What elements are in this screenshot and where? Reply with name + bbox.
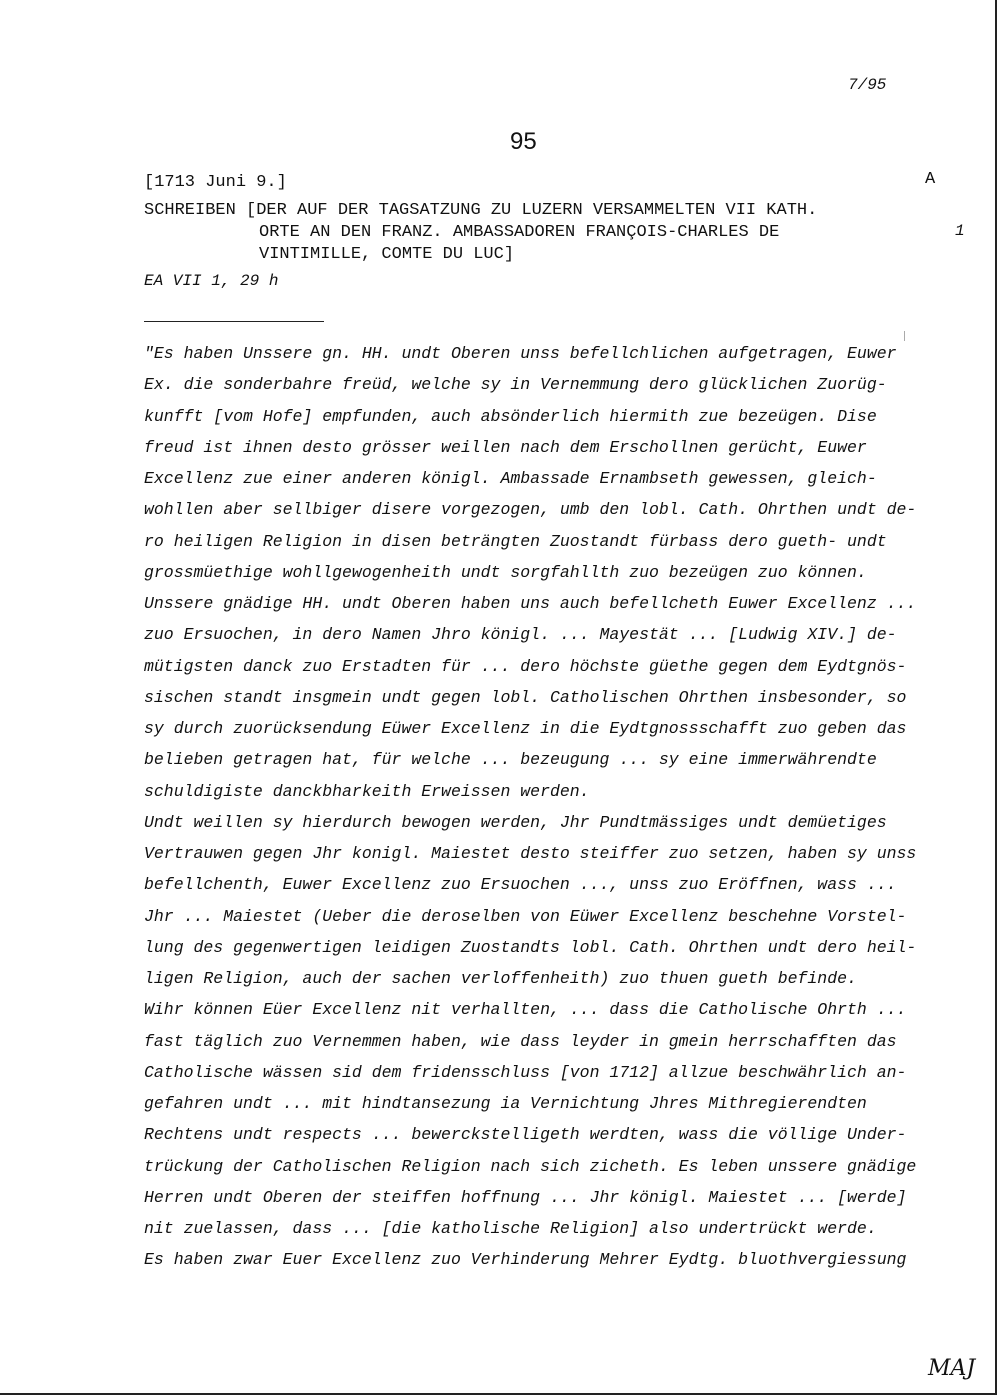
body-line: trückung der Catholischen Religion nach sich zicheth. Es leben unssere gnädige <box>144 1156 917 1176</box>
title-line: ORTE AN DEN FRANZ. AMBASSADOREN FRANÇOIS-CHARLES DE <box>259 223 780 242</box>
body-line: sischen standt insgmein undt gegen lobl. Catholischen Ohrthen insbesonder, so <box>144 687 907 707</box>
body-line: Jhr ... Maiestet (Ueber die deroselben von Eüwer Excellenz beschehne Vorstel- <box>144 906 907 926</box>
body-line: Unssere gnädige HH. undt Oberen haben uns auch befellcheth Euwer Excellenz ... <box>144 594 917 613</box>
body-line: Rechtens undt respects ... bewerckstelligeth werdten, wass die völlige Under- <box>144 1125 907 1145</box>
body-line: Catholische wässen sid dem fridensschluss [von 1712] allzue beschwährlich an- <box>144 1062 907 1082</box>
body-line: ligen Religion, auch der sachen verloffenheith) zuo thuen gueth befinde. <box>144 969 857 988</box>
body-line: Vertrauwen gegen Jhr konigl. Maiestet desto steiffer zuo setzen, haben sy unss <box>144 844 917 863</box>
body-line: ro heiligen Religion in disen beträngten Zuostandt fürbass dero gueth- undt <box>144 531 887 551</box>
source-reference: EA VII 1, 29 h <box>144 272 279 290</box>
body-line: kunfft [vom Hofe] empfunden, auch absönderlich hiermith zue bezeügen. Dise <box>144 406 877 426</box>
body-line: fast täglich zuo Vernemmen haben, wie dass leyder in gmein herrschafften das <box>144 1031 897 1051</box>
title-line: SCHREIBEN [DER AUF DER TAGSATZUNG ZU LUZERN VERSAMMELTEN VII KATH. <box>144 201 818 220</box>
body-line: wohllen aber sellbiger disere vorgezogen, umb den lobl. Cath. Ohrthen undt de- <box>144 500 917 520</box>
document-letter: A <box>925 170 936 189</box>
body-line: mütigsten danck zuo Erstadten für ... dero höchste güethe gegen dem Eydtgnös- <box>144 656 907 676</box>
page-reference: 7/95 <box>848 76 887 94</box>
body-line: Undt weillen sy hierdurch bewogen werden, Jhr Pundtmässiges undt demüetiges <box>144 812 887 832</box>
body-line: grossmüethige wohllgewogenheith undt sorgfahllth zuo bezeügen zuo können. <box>144 562 867 582</box>
body-line: Excellenz zue einer anderen königl. Ambassade Ernambseth gewessen, gleich- <box>144 469 877 488</box>
page-number: 95 <box>510 128 537 155</box>
body-line: Es haben zwar Euer Excellenz zuo Verhinderung Mehrer Eydtg. bluothvergiessung <box>144 1250 907 1270</box>
body-line: sy durch zuorücksendung Eüwer Excellenz in die Eydtgnossschafft zuo geben das <box>144 719 907 738</box>
separator-rule <box>144 321 324 322</box>
body-line: Herren undt Oberen der steiffen hoffnung ... Jhr königl. Maiestet ... [werde] <box>144 1187 907 1207</box>
body-line: belieben getragen hat, für welche ... bezeugung ... sy eine immerwährendte <box>144 750 877 770</box>
body-line: freud ist ihnen desto grösser weillen nach dem Erschollnen gerücht, Euwer <box>144 437 867 457</box>
body-line: Wihr können Eüer Excellenz nit verhallten, ... dass die Catholische Ohrth ... <box>144 1000 907 1020</box>
document-date: [1713 Juni 9.] <box>144 173 287 192</box>
body-line: schuldigiste danckbharkeith Erweissen werden. <box>144 781 590 801</box>
document-title <box>144 200 817 266</box>
margin-mark: 1 <box>955 222 965 240</box>
body-line: nit zuelassen, dass ... [die katholische Religion] also undertrückt werde. <box>144 1219 877 1238</box>
body-line: gefahren undt ... mit hindtansezung ia Vernichtung Jhres Mithregierendten <box>144 1094 867 1113</box>
body-line: lung des gegenwertigen leidigen Zuostandts lobl. Cath. Ohrthen undt dero heil- <box>144 937 917 957</box>
body-line: "Es haben Unssere gn. HH. undt Oberen unss befellchlichen aufgetragen, Euwer <box>144 344 897 363</box>
body-line: zuo Ersuochen, in dero Namen Jhro königl. ... Mayestät ... [Ludwig XIV.] de- <box>144 625 897 645</box>
letter-body <box>144 338 944 1276</box>
body-line: Ex. die sonderbahre freüd, welche sy in Vernemmung dero glücklichen Zuorüg- <box>144 375 887 395</box>
handwritten-initials: MAJ <box>928 1356 976 1381</box>
title-line: VINTIMILLE, COMTE DU LUC] <box>259 245 515 264</box>
body-line: befellchenth, Euwer Excellenz zuo Ersuochen ..., unss zuo Eröffnen, wass ... <box>144 875 897 895</box>
